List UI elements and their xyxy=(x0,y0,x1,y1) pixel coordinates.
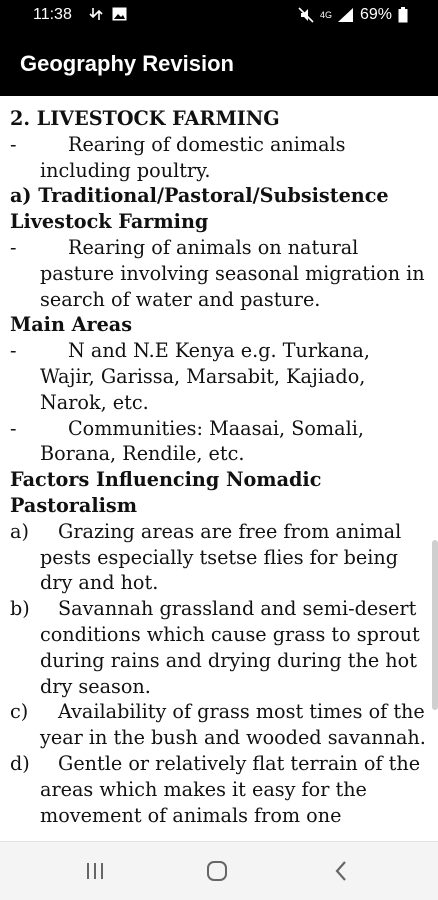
factor-text: Grazing areas are free from animal pests especially tsetse flies for being dry and hot. xyxy=(40,519,402,595)
network-type-label: 4G xyxy=(319,10,332,20)
image-notification-icon xyxy=(112,7,127,21)
subsection-a-description xyxy=(10,235,428,312)
factor-marker: b) xyxy=(10,597,30,621)
factor-item xyxy=(10,519,428,596)
home-icon xyxy=(206,860,228,882)
battery-percent: 69% xyxy=(359,6,392,23)
status-left-icons xyxy=(88,6,127,22)
scrollbar-thumb[interactable] xyxy=(432,540,438,710)
document-content[interactable] xyxy=(0,96,438,842)
main-area-text: Communities: Maasai, Somali, Borana, Rendile, etc. xyxy=(40,416,364,466)
factor-text: Gentle or relatively flat terrain of the areas which makes it easy for the movement of animals from one xyxy=(40,751,421,827)
bullet-marker: - xyxy=(10,132,17,156)
app-bar xyxy=(0,32,438,96)
mobile-data-icon xyxy=(88,6,104,22)
factor-marker: d) xyxy=(10,751,30,775)
signal-icon xyxy=(338,8,354,22)
status-time: 11:38 xyxy=(33,6,72,23)
factors-heading: Factors Influencing Nomadic Pastoralism xyxy=(10,468,322,517)
bullet-marker: - xyxy=(10,235,17,259)
main-area-item xyxy=(10,416,428,468)
back-button[interactable] xyxy=(329,859,353,883)
factor-marker: a) xyxy=(10,519,29,543)
intro-item xyxy=(10,132,428,184)
recent-apps-button[interactable] xyxy=(83,859,107,883)
battery-icon xyxy=(398,7,408,23)
mute-vibrate-icon xyxy=(298,7,314,23)
main-areas-heading: Main Areas xyxy=(10,313,133,337)
bullet-marker: - xyxy=(10,339,17,363)
back-icon xyxy=(334,860,348,882)
main-area-item xyxy=(10,338,428,415)
factor-marker: c) xyxy=(10,700,29,724)
recent-apps-icon xyxy=(85,862,105,880)
factor-text: Availability of grass most times of the year in the bush and wooded savannah. xyxy=(40,700,426,750)
navigation-bar xyxy=(0,841,438,900)
factor-item xyxy=(10,751,428,828)
factor-item xyxy=(10,699,428,751)
intro-text: Rearing of domestic animals including poultry. xyxy=(40,132,346,182)
subsection-a-text: Rearing of animals on natural pasture involving seasonal migration in search of water and pasture. xyxy=(40,235,425,311)
status-right-icons xyxy=(298,6,408,24)
status-bar xyxy=(0,0,438,32)
app-title: Geography Revision xyxy=(20,51,234,76)
home-button[interactable] xyxy=(205,859,229,883)
factor-item xyxy=(10,596,428,699)
subsection-a-title: a) Traditional/Pastoral/Subsistence Livestock Farming xyxy=(10,184,389,234)
main-area-text: N and N.E Kenya e.g. Turkana, Wajir, Garissa, Marsabit, Kajiado, Narok, etc. xyxy=(40,339,370,414)
section-title: 2. LIVESTOCK FARMING xyxy=(10,107,280,130)
factor-text: Savannah grassland and semi-desert conditions which cause grass to sprout during rains and drying during the hot dry season. xyxy=(40,597,420,698)
bullet-marker: - xyxy=(10,416,17,440)
